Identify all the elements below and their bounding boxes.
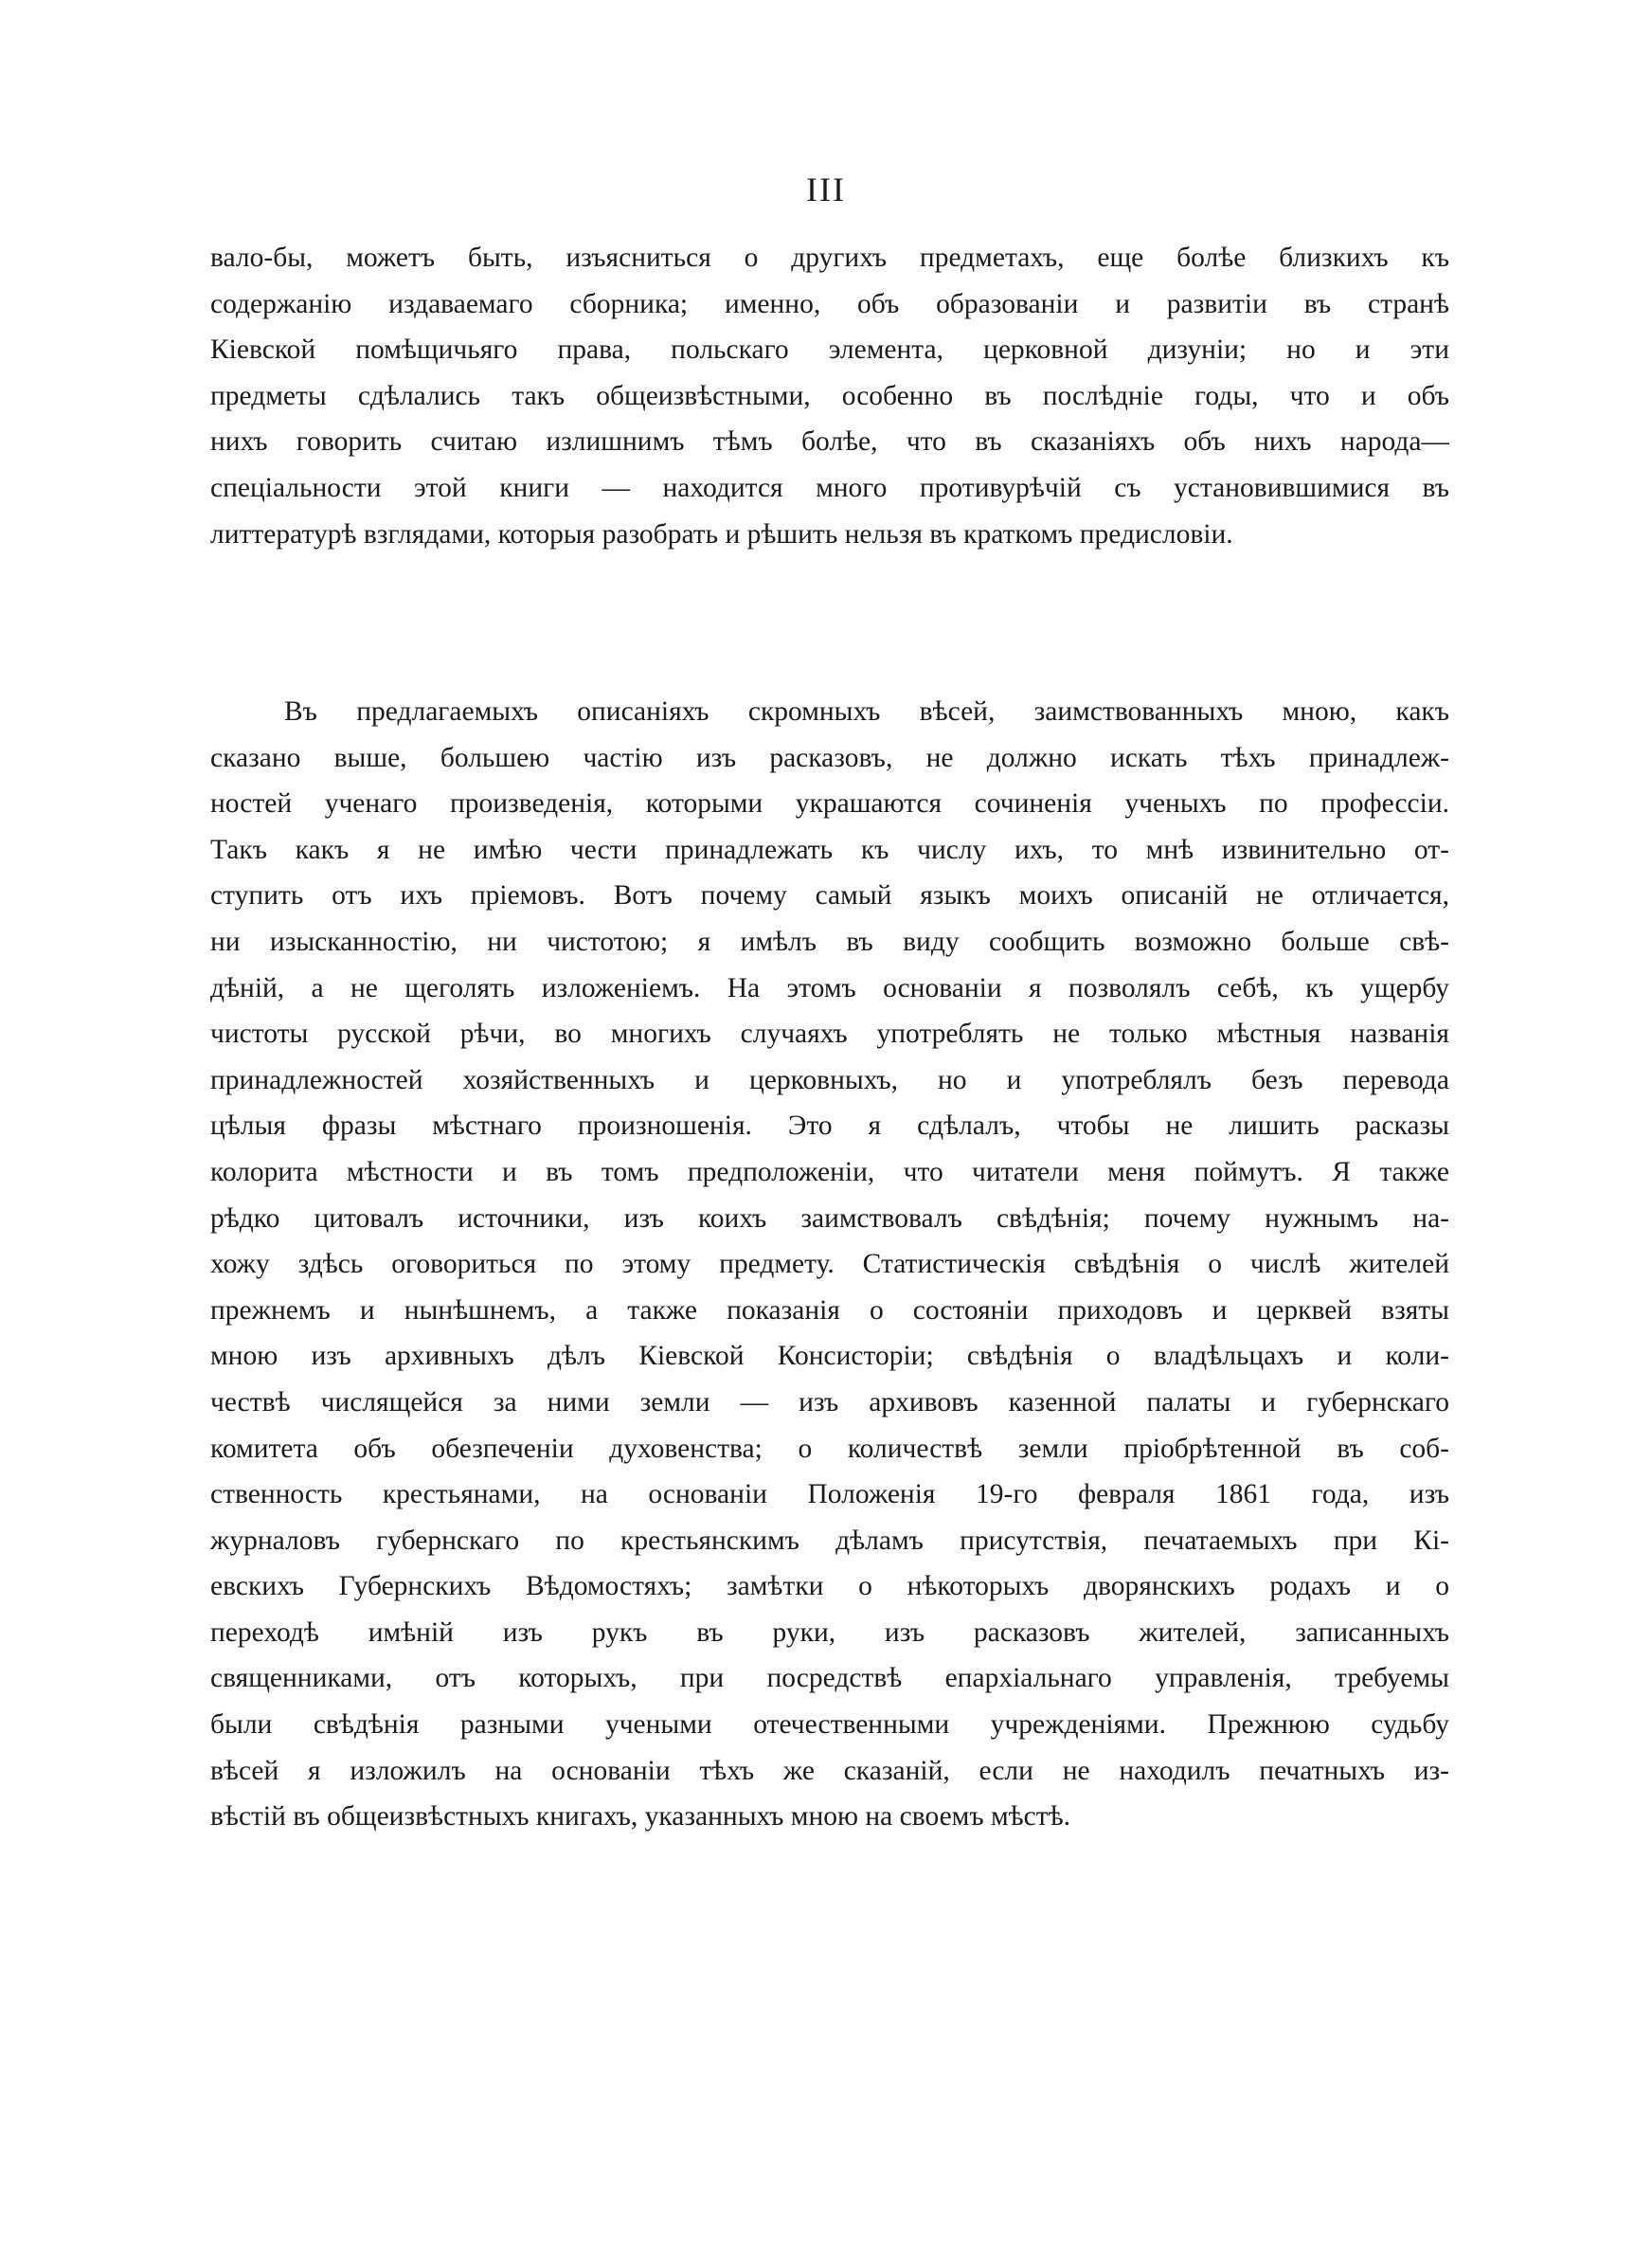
text-line: священниками, отъ которыхъ, при посредствѣ епархіальнаго управленія, требуемы	[210, 1663, 1449, 1694]
text-line: мною изъ архивныхъ дѣлъ Кіевской Консисторіи; свѣдѣнія о владѣльцахъ и коли-	[210, 1341, 1449, 1372]
text-line: спеціальности этой книги — находится много противурѣчій съ установившимися въ	[210, 472, 1449, 503]
text-line: ностей ученаго произведенія, которыми украшаются сочиненія ученыхъ по профессіи.	[210, 788, 1449, 820]
text-line: хожу здѣсь оговориться по этому предмету. Статистическія свѣдѣнія о числѣ жителей	[210, 1249, 1449, 1280]
text-line: нихъ говорить считаю излишнимъ тѣмъ болѣе, что въ сказаніяхъ объ нихъ народа—	[210, 426, 1449, 458]
text-line: вѣсей я изложилъ на основаніи тѣхъ же сказаній, если не находилъ печатныхъ из-	[210, 1755, 1449, 1786]
paragraph-continuation	[210, 235, 1449, 557]
text-line: журналовъ губернскаго по крестьянскимъ дѣламъ присутствія, печатаемыхъ при Кі-	[210, 1525, 1449, 1556]
text-line: переходѣ имѣній изъ рукъ въ руки, изъ расказовъ жителей, записанныхъ	[210, 1616, 1449, 1648]
text-line: ственность крестьянами, на основаніи Положенія 19-го февраля 1861 года, изъ	[210, 1479, 1449, 1510]
paragraph-main	[210, 689, 1449, 1840]
page-number: III	[806, 171, 846, 208]
text-line: принадлежностей хозяйственныхъ и церковныхъ, но и употреблялъ безъ перевода	[210, 1064, 1449, 1095]
text-line: Кіевской помѣщичьяго права, польскаго элемента, церковной дизуніи; но и эти	[210, 334, 1449, 366]
text-line: сказано выше, большею частію изъ расказовъ, не должно искать тѣхъ принадлеж-	[210, 742, 1449, 773]
text-line: были свѣдѣнія разными учеными отечественными учрежденіями. Прежнюю судьбу	[210, 1709, 1449, 1741]
text-line: литтературѣ взглядами, которыя разобрать и рѣшить нельзя въ краткомъ предисловіи.	[210, 518, 1233, 550]
text-line: чествѣ числящейся за ними земли — изъ архивовъ казенной палаты и губернскаго	[210, 1386, 1449, 1417]
text-line: вѣстій въ общеизвѣстныхъ книгахъ, указанныхъ мною на своемъ мѣстѣ.	[210, 1801, 1071, 1833]
text-line: колорита мѣстности и въ томъ предположеніи, что читатели меня поймутъ. Я также	[210, 1156, 1449, 1187]
text-line: предметы сдѣлались такъ общеизвѣстными, особенно въ послѣдніе годы, что и объ	[210, 380, 1449, 411]
text-line: ступить отъ ихъ пріемовъ. Вотъ почему самый языкъ моихъ описаній не отличается,	[210, 880, 1449, 912]
text-line: прежнемъ и нынѣшнемъ, а также показанія о состояніи приходовъ и церквей взяты	[210, 1294, 1449, 1326]
text-line: евскихъ Губернскихъ Вѣдомостяхъ; замѣтки о нѣкоторыхъ дворянскихъ родахъ и о	[210, 1571, 1449, 1602]
text-line: цѣлыя фразы мѣстнаго произношенія. Это я сдѣлалъ, чтобы не лишить расказы	[210, 1110, 1449, 1142]
text-line: ни изысканностію, ни чистотою; я имѣлъ въ виду сообщить возможно больше свѣ-	[210, 926, 1449, 957]
text-line: комитета объ обезпеченіи духовенства; о количествѣ земли пріобрѣтенной въ соб-	[210, 1433, 1449, 1464]
text-line: Такъ какъ я не имѣю чести принадлежать къ числу ихъ, то мнѣ извинительно от-	[210, 834, 1449, 865]
text-line: рѣдко цитовалъ источники, изъ коихъ заимствовалъ свѣдѣнія; почему нужнымъ на-	[210, 1202, 1449, 1234]
text-line: вало-бы, можетъ быть, изъясниться о другихъ предметахъ, еще болѣе близкихъ къ	[210, 243, 1449, 273]
text-line: дѣній, а не щеголять изложеніемъ. На этомъ основаніи я позволялъ себѣ, къ ущербу	[210, 972, 1449, 1003]
text-line: чистоты русской рѣчи, во многихъ случаяхъ употреблять не только мѣстныя названія	[210, 1019, 1449, 1050]
text-line: Въ предлагаемыхъ описаніяхъ скромныхъ вѣсей, заимствованныхъ мною, какъ	[284, 696, 1449, 727]
text-line: содержанію издаваемаго сборника; именно, объ образованіи и развитіи въ странѣ	[210, 288, 1449, 319]
